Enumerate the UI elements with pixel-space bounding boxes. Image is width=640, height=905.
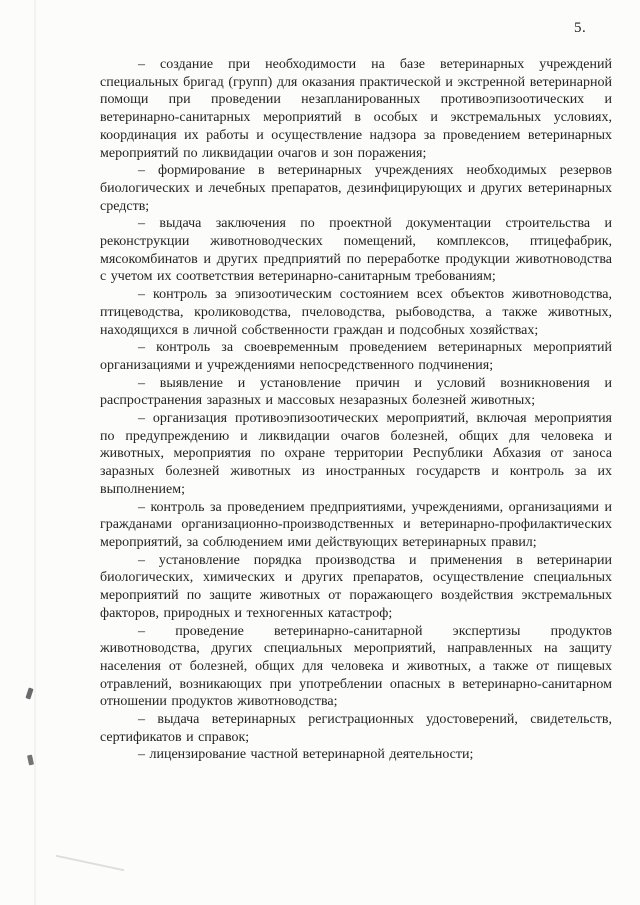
scan-smudge xyxy=(56,855,125,872)
paragraph: – установление порядка производства и применения в ветеринарии биологических, химических и других препаратов, осуществление специальных мероприятий по защите животных от поражающего воздействия экстремальных факторов, природных и техногенных катастроф; xyxy=(100,552,612,621)
paragraph: – контроль за своевременным проведением ветеринарных мероприятий организациями и учреждениями непосредственного подчинения; xyxy=(100,340,612,373)
scan-speck xyxy=(27,755,34,766)
paragraph: – организация противоэпизоотических мероприятий, включая мероприятия по предупреждению и ликвидации очагов болезней, общих для человека и животных, мероприятия по охране территории Республики Абхазия от заноса заразных болезней животных из иностранных государств и контроль за их выполнением; xyxy=(100,411,612,497)
paragraph: – выдача заключения по проектной документации строительства и реконструкции животноводческих помещений, комплексов, птицефабрик, мясокомбинатов и других предприятий по переработке продукции животноводства с учетом их соответствия ветеринарно-санитарным требованиям; xyxy=(100,216,612,285)
paragraph: – лицензирование частной ветеринарной деятельности; xyxy=(138,747,474,763)
paragraph: – создание при необходимости на базе ветеринарных учреждений специальных бригад (групп) для оказания практической и экстренной ветеринарной помощи при проведении незапланированных противоэпизоотических и ветеринарно-санитарных мероприятий в особых и экстремальных условиях, координация их работы и осуществление надзора за проведением ветеринарных мероприятий по ликвидации очагов и зон поражения; xyxy=(100,57,612,161)
page-number: 5. xyxy=(574,20,587,36)
paragraph: – выдача ветеринарных регистрационных удостоверений, свидетельств, сертификатов и справок; xyxy=(100,712,612,745)
paragraph: – выявление и установление причин и условий возникновения и распространения заразных и массовых незаразных болезней животных; xyxy=(100,375,612,409)
paragraph: – формирование в ветеринарных учреждениях необходимых резервов биологических и лечебных препаратов, дезинфицирующих и других ветеринарных средств; xyxy=(100,163,612,214)
scan-edge-artifact xyxy=(34,0,36,905)
paragraph: – контроль за эпизоотическим состоянием всех объектов животноводства, птицеводства, кролиководства, пчеловодства, рыбоводства, а также животных, находящихся в личной собственности граждан и подсобных хозяйствах; xyxy=(100,287,612,338)
paragraph: – контроль за проведением предприятиями, учреждениями, организациями и гражданами организационно-производственных и ветеринарно-профилактических мероприятий, за соблюдением ими действующих ветеринарных правил; xyxy=(100,499,612,550)
paragraph: – проведение ветеринарно-санитарной экспертизы продуктов животноводства, других специальных мероприятий, направленных на защиту населения от болезней, общих для человека и животных, а также от пищевых отравлений, возникающих при употреблении опасных в ветеринарно-санитарном отношении продуктов животноводства; xyxy=(100,623,612,710)
scan-speck xyxy=(25,687,33,699)
text-block xyxy=(100,56,612,764)
